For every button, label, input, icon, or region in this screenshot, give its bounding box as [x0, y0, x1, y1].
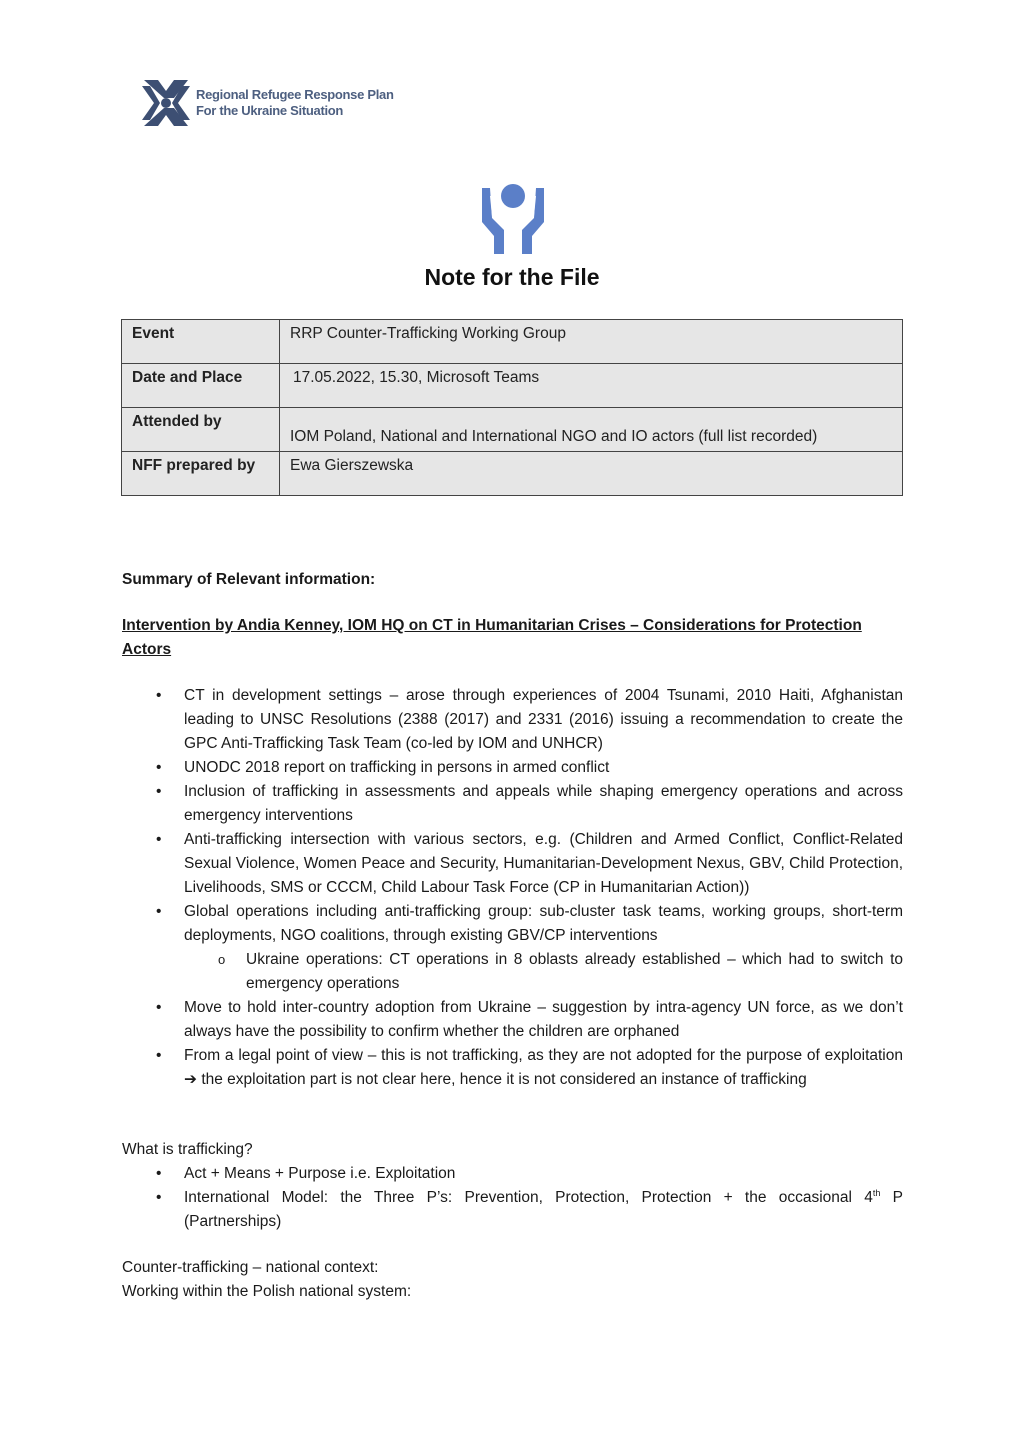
- polish-system-line: Working within the Polish national system:: [122, 1283, 412, 1300]
- list-item: • UNODC 2018 report on trafficking in persons in armed conflict: [184, 756, 903, 780]
- list-item: [184, 900, 903, 996]
- list-item-text: Global operations including anti-trafficking group: sub-cluster task teams, working groups, short-term deployments, NGO coalitions, through existing GBV/CP interventions: [184, 903, 903, 944]
- prepared-by-value: Ewa Gierszewska: [280, 452, 903, 496]
- date-place-value: 17.05.2022, 15.30, Microsoft Teams: [280, 364, 903, 408]
- list-item: • Anti-trafficking intersection with various sectors, e.g. (Children and Armed Conflict, Conflict-Related Sexual Violence, Women Peace and Security, Humanitarian-Development Nexus, GBV, Child Protection, Livelihoods, SMS or CCCM, Child Labour Task Force (CP in Humanitarian Action)): [184, 828, 903, 900]
- table-row: [122, 364, 903, 408]
- legal-text-a: From a legal point of view – this is not trafficking, as they are not adopted for the purpose of exploitation: [184, 1047, 903, 1064]
- legal-text-b: the exploitation part is not clear here, hence it is not considered an instance of trafficking: [201, 1071, 807, 1088]
- document-body: [122, 568, 903, 1304]
- sub-list-item: o Ukraine operations: CT operations in 8 oblasts already established – which had to switch to emergency operations: [246, 948, 903, 996]
- protection-hands-icon: [478, 182, 548, 259]
- intervention-heading: Intervention by Andia Kenney, IOM HQ on CT in Humanitarian Crises – Considerations for Protection Actors: [122, 617, 862, 658]
- table-row: [122, 320, 903, 364]
- event-label: Event: [122, 320, 280, 364]
- list-item: • Move to hold inter-country adoption from Ukraine – suggestion by intra-agency UN force, as we don’t always have the possibility to confirm whether the children are orphaned: [184, 996, 903, 1044]
- sub-list: [184, 948, 903, 996]
- list-item: • Inclusion of trafficking in assessments and appeals while shaping emergency operations and across emergency interventions: [184, 780, 903, 828]
- summary-heading: Summary of Relevant information:: [122, 571, 376, 588]
- logo-line-2: For the Ukraine Situation: [196, 103, 344, 118]
- rrp-logo: [140, 76, 394, 130]
- table-row: [122, 408, 903, 452]
- date-place-label: Date and Place: [122, 364, 280, 408]
- what-heading: What is trafficking?: [122, 1141, 253, 1158]
- intervention-list: [122, 684, 903, 1092]
- arrow-icon: ➔: [184, 1071, 197, 1088]
- page-title: Note for the File: [424, 264, 600, 290]
- model-text-a: International Model: the Three P’s: Prevention, Protection, Protection + the occasional 4: [184, 1189, 873, 1206]
- logo-text: [196, 87, 394, 119]
- attended-by-value: IOM Poland, National and International NGO and IO actors (full list recorded): [280, 408, 903, 452]
- list-item: • CT in development settings – arose through experiences of 2004 Tsunami, 2010 Haiti, Afghanistan leading to UNSC Resolutions (2388 (2017) and 2331 (2016) issuing a recommendation to create the GPC Anti-Trafficking Task Team (co-led by IOM and UNHCR): [184, 684, 903, 756]
- list-item: [184, 1186, 903, 1234]
- event-value: RRP Counter-Trafficking Working Group: [280, 320, 903, 364]
- prepared-by-label: NFF prepared by: [122, 452, 280, 496]
- info-table: [121, 319, 903, 496]
- model-text-b: P (Partnerships): [184, 1189, 903, 1230]
- list-item: • Act + Means + Purpose i.e. Exploitation: [184, 1162, 903, 1186]
- national-context-line: Counter-trafficking – national context:: [122, 1259, 379, 1276]
- rrp-emblem-icon: [140, 76, 192, 130]
- what-list: [122, 1162, 903, 1234]
- logo-line-1: Regional Refugee Response Plan: [196, 87, 394, 102]
- attended-by-label: Attended by: [122, 408, 280, 452]
- list-item: [184, 1044, 903, 1092]
- superscript: th: [872, 1187, 881, 1198]
- table-row: [122, 452, 903, 496]
